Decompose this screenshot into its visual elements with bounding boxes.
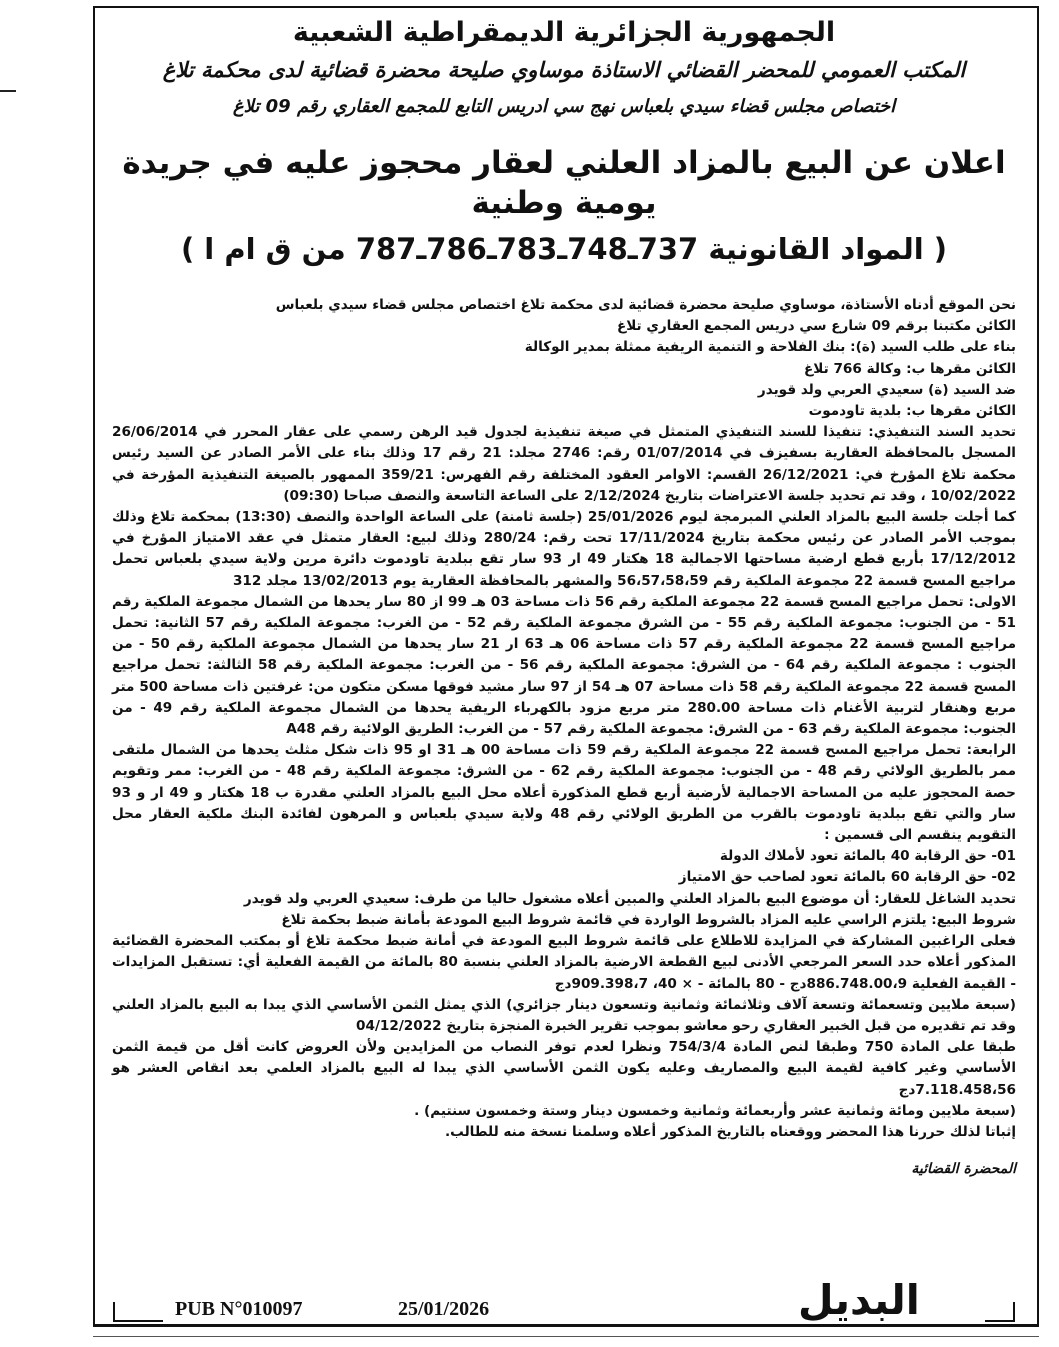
publication-number: PUB N°010097 [175, 1298, 303, 1320]
body-paragraph: تحديد الشاغل للعقار: أن موضوع البيع بالمزاد العلني والمبين أعلاه مشغول حاليا من طرف: سعيدي العربي ولد قويدر [243, 890, 1016, 907]
body-paragraph: طبقا على المادة 750 وطبقا لنص المادة 754/3/4 ونظرا لعدم توفر النصاب من المزايدين ولأن العروض كانت أقل من قيمة الثمن الأساسي وغير كافية لقيمة البيع والمصاريف وعليه يكون الثمن الأساسي الذي يبدا له البيع بالمزاد العلمي بعد انقاص العشر هو 7.118.458،56دج [112, 1039, 1017, 1098]
body-paragraph: بناء على طلب السيد (ة): بنك الفلاحة و التنمية الريفية ممثلة بمدير الوكالة [524, 339, 1016, 356]
body-paragraph: كما أجلت جلسة البيع بالمزاد العلني المبرمجة ليوم 25/01/2026 (جلسة ثامنة) على الساعة الواحدة والنصف (13:30) بمحكمة تلاغ وذلك بموجب الأمر الصادر عن رئيس محكمة بتاريخ 17/11/2024 تحت رقم: 280/24 وذلك لبيع: العقار متمثل في عقد الامتياز المؤرخ في 17/12/2012 بأربع قطع ارضية مساحتها الاجمالية 18 هكتار 49 ار 93 سار تقع ببلدية تاودموت دائرة مرين ولاية سيدي بلعباس تحمل مراجيع المسح قسمة 22 مجموعة الملكية رقم 56،57،58،59 والمشهر بالمحافظة العقارية يوم 13/02/2013 مجلد 312 [112, 509, 1017, 589]
bailiff-signature: المحضرة القضائية [911, 1161, 1016, 1178]
stray-margin-mark [0, 90, 16, 92]
body-paragraph: الكائن مقرها ب: بلدية تاودموت [808, 403, 1016, 420]
replacement-label: البديل [798, 1276, 920, 1324]
notice-bottom-rule [93, 1324, 1039, 1327]
footer-corner-right [985, 1302, 1015, 1322]
body-paragraph: فعلى الراغبين المشاركة في المزايدة للاطلاع على قائمة شروط البيع المودعة في أمانة ضبط محكمة تلاغ أو بمكتب المحضرة القضائية المذكور أعلاه حدد السعر المرجعي الأدنى لبيع القطعة الارضية بالمزاد العلني بنسبة 80 بالمائة من القيمة الفعلية أي: تستقبل المزايدات - القيمة الفعلية 886.748.00،9دج - 80 بالمائة - × 40، 909.398،7دج [112, 933, 1017, 992]
legal-articles-title: ( المواد القانونية 737ـ748ـ783ـ786ـ787 من ق ام ا ) [180, 232, 948, 266]
bailiff-office-heading: المكتب العمومي للمحضر القضائي الاستاذة موساوي صليحة محضرة قضائية لدى محكمة تلاغ [162, 58, 966, 82]
notice-bottom-rule-thin [93, 1336, 1039, 1337]
body-paragraph: تحديد السند التنفيذي: تنفيذا للسند التنفيذي المتمثل في صيغة تنفيذية لجدول قيد الرهن رسمي على عقار المحرر في 26/06/2014 المسجل بالمحافظة العقارية بسفيزف في 01/07/2014 رقم: 2746 مجلد: 21 رقم 17 وذلك بناء على الأمر الصادر عن السيد رئيس محكمة تلاغ المؤرخ في: 26/12/2021 القسم: الاوامر العقود المختلفة رقم الفهرس: 359/21 الممهور بالصيغة التنفيذية المؤرخة في 10/02/2022 ، وقد تم تحديد جلسة الاعتراضات بتاريخ 2/12/2024 على الساعة التاسعة والنصف صباحا (09:30) [112, 424, 1017, 504]
notice-body [112, 295, 1016, 1143]
body-paragraph: 02- حق الرقابة 60 بالمائة تعود لصاحب حق الامتياز [678, 869, 1016, 886]
body-paragraph: الكائن مكتبنا برقم 09 شارع سي دريس المجمع العقاري تلاغ [616, 318, 1016, 335]
jurisdiction-heading: اختصاص مجلس قضاء سيدي بلعباس نهج سي ادريس التابع للمجمع العقاري رقم 09 تلاغ [232, 96, 896, 117]
publication-date: 25/01/2026 [398, 1298, 490, 1320]
body-paragraph: 01- حق الرقابة 40 بالمائة تعود لأملاك الدولة [719, 848, 1016, 865]
notice-content [112, 14, 1016, 1191]
body-paragraph: الكائن مقرها ب: وكالة 766 تلاغ [804, 360, 1016, 377]
body-paragraph: نحن الموقع أدناه الأستاذة، موساوي صليحة محضرة قضائية لدى محكمة تلاغ اختصاص مجلس قضاء سيدي بلعباس [275, 297, 1016, 313]
body-paragraph: شروط البيع: يلتزم الراسي عليه المزاد بالشروط الواردة في قائمة شروط البيع المودعة بأمانة ضبط بحكمة تلاغ [281, 911, 1016, 928]
body-paragraph: إثباتا لذلك حررنا هذا المحضر ووقعناه بالتاريخ المذكور أعلاه وسلمنا نسخة منه للطالب. [445, 1123, 1016, 1140]
body-paragraph: الاولى: تحمل مراجيع المسح قسمة 22 مجموعة الملكية رقم 56 ذات مساحة 03 هـ 99 از 80 سار يحدها من الشمال مجموعة الملكية رقم 51 - من الجنوب: مجموعة الملكية رقم 55 - من الشرق مجموعة الملكية رقم 52 - من الغرب: مجموعة الملكية رقم 57 الثانية: تحمل مراجيع المسح قسمة 22 مجموعة الملكية رقم 57 ذات مساحة 06 هـ 63 ار 21 سار يحدها من الشمال مجموعة الملكية رقم 50 - من الجنوب : مجموعة الملكية رقم 64 - من الشرق: مجموعة الملكية رقم 56 - من الغرب: مجموعة الملكية رقم 58 الثالثة: تحمل مراجيع المسح قسمة 22 مجموعة الملكية رقم 58 ذات مساحة 07 هـ 54 از 97 سار مشيد فوقها مسكن متكون من: غرفتين ذات مساحة 500 متر مربع وهنقار لتربية الأغنام ذات مساحة 280.00 متر مربع مزود بالكهرباء الريفية يحدها من الشمال مجموعة الملكية رقم 49 - من الجنوب: مجموعة الملكية رقم 63 - من الشرق: مجموعة الملكية رقم 57 - من الغرب: الطريق الولائية رقم A48 [112, 593, 1017, 738]
republic-heading: الجمهورية الجزائرية الديمقراطية الشعبية [292, 17, 836, 48]
body-paragraph: (سبعة ملايين ومائة وثمانية عشر وأربعمائة وثمانية وخمسون دينار وستة وخمسون سنتيم) . [414, 1102, 1016, 1119]
body-paragraph: ضد السيد (ة) سعيدي العربي ولد قويدر [757, 381, 1016, 398]
body-paragraph: (سبعة ملايين وتسعمائة وتسعة آلاف وثلاثمائة وثمانية وتسعون دينار جزائري) الذي يمثل الثمن الأساسي الذي يبدا به البيع بالمزاد العلني وقد تم تقديره من قبل الخبير العقاري رحو معاشو بموجب تقرير الخبرة المنجزة بتاريخ 04/12/2022 [112, 996, 1016, 1034]
body-paragraph: الرابعة: تحمل مراجيع المسح قسمة 22 مجموعة الملكية رقم 59 ذات مساحة 00 هـ 31 او 95 ذات شكل مثلث يحدها من الشمال ملتقى ممر بالطريق الولائي رقم 48 - من الجنوب: مجموعة الملكية رقم 62 - من الشرق: مجموعة الملكية رقم 48 - من الغرب: ممر وتقويم حصة المحجوز عليه من المساحة الاجمالية لأرضية أربع قطع المذكورة أعلاه محل البيع بالمزاد العلني مقدرة ب 18 هكتار و 49 ار و 93 سار والتي تقع ببلدية تاودموت بالقرب من الطريق الولائي رقم 48 ولاية سيدي بلعباس و المرهون لفائدة البنك ملكية العقار محل التقويم ينقسم الى قسمين : [112, 742, 1017, 844]
footer-corner-left [113, 1302, 163, 1322]
notice-title: اعلان عن البيع بالمزاد العلني لعقار محجوز عليه في جريدة يومية وطنية [122, 145, 1006, 221]
